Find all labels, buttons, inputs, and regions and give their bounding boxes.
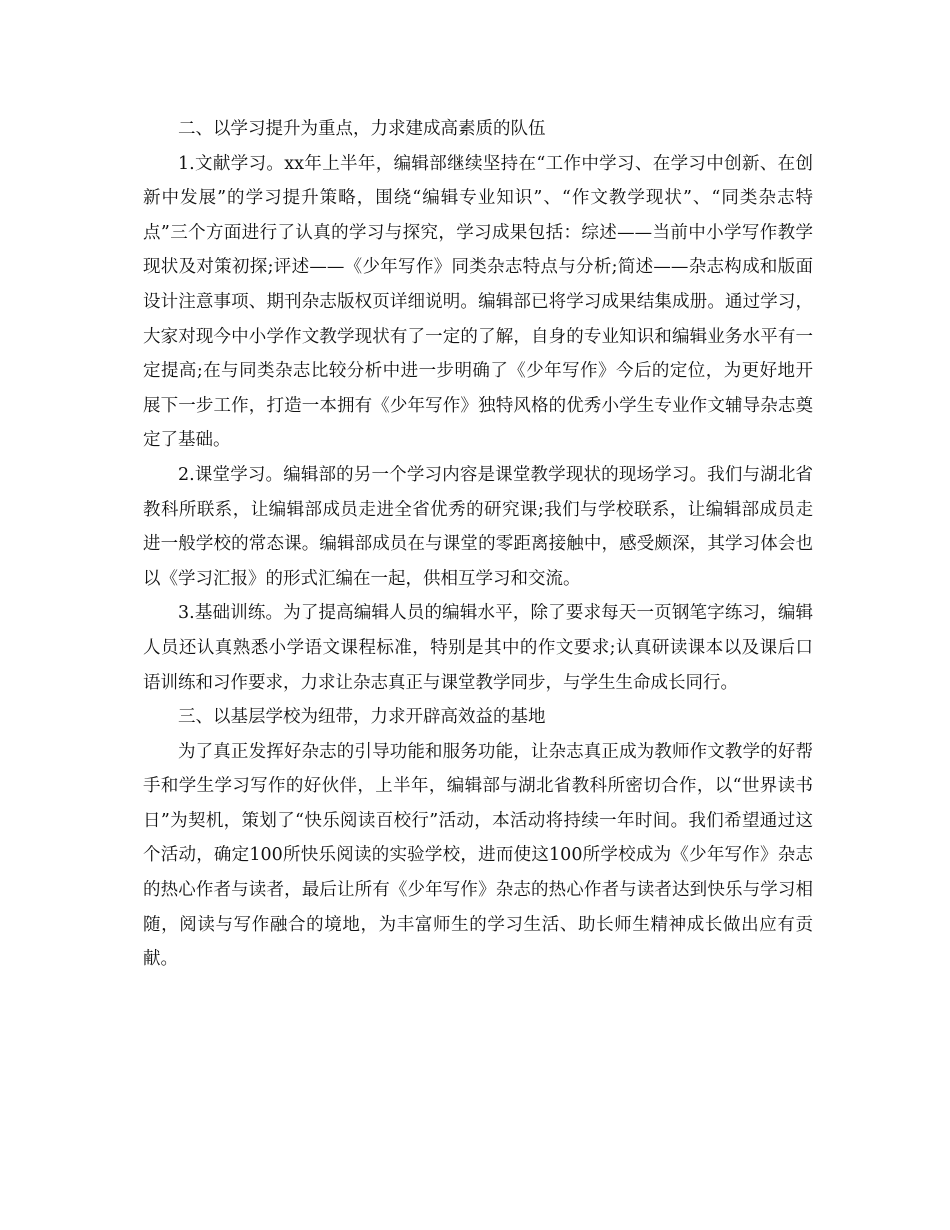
paragraph-literature-study: 1.文献学习。xx年上半年，编辑部继续坚持在“工作中学习、在学习中创新、在创新中发展”的学习提升策略，围绕“编辑专业知识”、“作文教学现状”、“同类杂志特点”三个方面进行了认真的学习与探究，学习成果包括：综述——当前中小学写作教学现状及对策初探;评述——《少年写作》同类杂志特点与分析;简述——杂志构成和版面设计注意事项、期刊杂志版权页详细说明。编辑部已将学习成果结集成册。通过学习，大家对现今中小学作文教学现状有了一定的了解，自身的专业知识和编辑业务水平有一定提高;在与同类杂志比较分析中进一步明确了《少年写作》今后的定位，为更好地开展下一步工作，打造一本拥有《少年写作》独特风格的优秀小学生专业作文辅导杂志奠定了基础。 [143, 153, 813, 451]
paragraph-classroom-study: 2.课堂学习。编辑部的另一个学习内容是课堂教学现状的现场学习。我们与湖北省教科所联系，让编辑部成员走进全省优秀的研究课;我们与学校联系，让编辑部成员走进一般学校的常态课。编辑部成员在与课堂的零距离接触中，感受颇深，其学习体会也以《学习汇报》的形式汇编在一起，供相互学习和交流。 [143, 464, 813, 589]
paragraph-basic-training: 3.基础训练。为了提高编辑人员的编辑水平，除了要求每天一页钢笔字练习，编辑人员还认真熟悉小学语文课程标准，特别是其中的作文要求;认真研读课本以及课后口语训练和习作要求，力求让杂志真正与课堂教学同步，与学生生命成长同行。 [143, 603, 813, 693]
paragraph-school-base: 为了真正发挥好杂志的引导功能和服务功能，让杂志真正成为教师作文教学的好帮手和学生学习写作的好伙伴，上半年，编辑部与湖北省教科所密切合作，以“世界读书日”为契机，策划了“快乐阅读百校行”活动，本活动将持续一年时间。我们希望通过这个活动，确定100所快乐阅读的实验学校，进而使这100所学校成为《少年写作》杂志的热心作者与读者，最后让所有《少年写作》杂志的热心作者与读者达到快乐与学习相随，阅读与写作融合的境地，为丰富师生的学习生活、助长师生精神成长做出应有贡献。 [143, 741, 813, 970]
section-heading-2: 二、以学习提升为重点，力求建成高素质的队伍 [178, 119, 546, 139]
section-heading-3: 三、以基层学校为纽带，力求开辟高效益的基地 [178, 707, 546, 728]
document-page [143, 112, 813, 977]
